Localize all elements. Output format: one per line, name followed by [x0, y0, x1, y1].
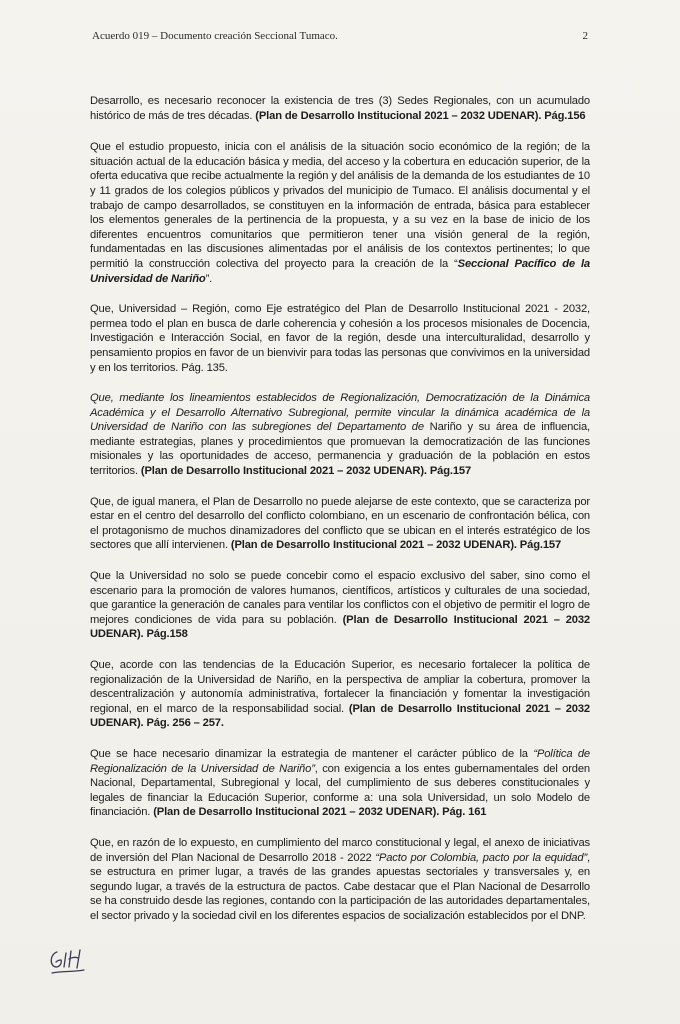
paragraph-2-end: ”. — [205, 272, 213, 285]
paragraph-1 — [90, 94, 590, 123]
paragraph-7-reference: (Plan de Desarrollo Institucional 2021 – 2032 UDENAR). Pág. 256 – 257. — [90, 702, 590, 730]
paragraph-6-reference: (Plan de Desarrollo Institucional 2021 – 2032 UDENAR). Pág.158 — [90, 613, 590, 641]
paragraph-5-reference: (Plan de Desarrollo Institucional 2021 – 2032 UDENAR). Pág.157 — [230, 539, 562, 552]
paragraph-8-text: Que se hace necesario dinamizar la estrategia de mantener el carácter público de la — [90, 747, 534, 760]
paragraph-8-text-2: , con exigencia a los entes gubernamentales del orden Nacional, Departamental, Subregional y local, del cumplimiento de sus deberes constitucionales y legales de financiar la Educación Superior, conforme a: una sola Universidad, un solo Modelo de financiación. — [90, 762, 590, 819]
paragraph-9-text-2: , se estructura en primer lugar, a través de las grandes apuestas sectoriales y transversales y, en segundo lugar, a través de la estructura de pactos. Cabe destacar que el Plan Nacional de Desarrollo se ha construido desde las regiones, contando con la participación de las autoridades departamentales, el sector privado y la sociedad civil en los diferentes espacios de socialización establecidos por el DNP. — [90, 851, 590, 922]
paragraph-4-italic: Que, mediante los lineamientos establecidos de Regionalización, Democratización de la Dinámica Académica y el Desarrollo Alternativo Subregional, permite vincular la dinámica académica de la Universidad de Nariño con las subregiones del Departamento de — [90, 392, 590, 434]
paragraph-2 — [90, 140, 590, 286]
paragraph-3 — [90, 302, 590, 375]
paragraph-7-text: Que, acorde con las tendencias de la Educación Superior, es necesario fortalecer la política de regionalización de la Universidad de Nariño, en la perspectiva de ampliar la cobertura, promover la descentralización y autonomía administrativa, fortalecer la financiación y fomentar la investigación regional, en el marco de la responsabilidad social. — [90, 659, 590, 715]
handwritten-initials-signature — [47, 946, 91, 980]
document-body — [90, 94, 590, 940]
paragraph-2-emphasis: Seccional Pacífico de la Universidad de Nariño — [90, 257, 590, 285]
paragraph-8 — [90, 747, 590, 820]
paragraph-5 — [90, 495, 590, 553]
paragraph-1-reference: (Plan de Desarrollo Institucional 2021 – 2032 UDENAR). Pág.156 — [255, 109, 586, 122]
paragraph-1-text: Desarrollo, es necesario reconocer la existencia de tres (3) Sedes Regionales, con un acumulado histórico de más de tres décadas. — [90, 95, 590, 122]
paragraph-8-emphasis: “Política de Regionalización de la Universidad de Nariño” — [90, 747, 590, 775]
paragraph-4-text: Nariño y su área de influencia, mediante estrategias, planes y procedimientos que promuevan la democratización de las funciones misionales y las oportunidades de acceso, permanencia y graduación de la población en estos territorios. — [90, 421, 590, 478]
paragraph-7 — [90, 658, 590, 731]
paragraph-2-text: Que el estudio propuesto, inicia con el análisis de la situación socio económico de la región; de la situación actual de la educación básica y media, del acceso y la cobertura en educación superior, de la oferta educativa que recibe actualmente la región y del análisis de la demanda de los estudiantes de 10 y 11 grados de los colegios públicos y privados del municipio de Tumaco. El análisis documental y el trabajo de campo desarrollados, se constituyen en la información de entrada, básica para establecer los elementos generales de la pertinencia de la propuesta, y a su vez en la base de inicio de los diferentes encuentros comunitarios que permitieron tener una visión general de la región, fundamentadas en las discusiones alimentadas por el análisis de los contextos pertinentes; lo que permitió la construcción colectiva del proyecto para la creación de la “ — [90, 141, 590, 270]
paragraph-9 — [90, 836, 590, 924]
paragraph-3-text: Que, Universidad – Región, como Eje estratégico del Plan de Desarrollo Institucional 2021 - 2032, permea todo el plan en busca de darle coherencia y cohesión a los procesos misionales de Docencia, Investigación e Interacción Social, en favor de la región, desde una interculturalidad, desarrollo y pensamiento propios en favor de un bienvivir para todas las personas que convivimos en la universidad y en los territorios. Pág. 135. — [90, 303, 590, 374]
paragraph-6-text: Que la Universidad no solo se puede concebir como el espacio exclusivo del saber, sino como el escenario para la promoción de valores humanos, científicos, artísticos y culturales de una sociedad, que garantice la generación de canales para ventilar los conflictos con el objetivo de permitir el logro de mejores condiciones de vida para su población. — [90, 570, 590, 626]
page-number: 2 — [582, 30, 588, 42]
header-title: Acuerdo 019 – Documento creación Seccional Tumaco. — [92, 30, 338, 42]
paragraph-6 — [90, 569, 590, 642]
paragraph-8-reference: (Plan de Desarrollo Institucional 2021 – 2032 UDENAR). Pág. 161 — [153, 806, 487, 819]
paragraph-4-reference: (Plan de Desarrollo Institucional 2021 – 2032 UDENAR). Pág.157 — [140, 465, 472, 478]
paragraph-5-text: Que, de igual manera, el Plan de Desarrollo no puede alejarse de este contexto, que se caracteriza por estar en el centro del desarrollo del conflicto colombiano, en un escenario de confrontación bélica, con el protagonismo de muchos dinamizadores del conflicto que se ubican en el interés estratégico de los sectores que allí intervienen. — [90, 495, 590, 552]
paragraph-4 — [90, 391, 590, 479]
paragraph-9-emphasis: “Pacto por Colombia, pacto por la equidad” — [375, 851, 588, 864]
paragraph-9-text: Que, en razón de lo expuesto, en cumplimiento del marco constitucional y legal, el anexo de iniciativas de inversión del Plan Nacional de Desarrollo 2018 - 2022 — [90, 836, 590, 864]
page-header — [92, 30, 588, 42]
